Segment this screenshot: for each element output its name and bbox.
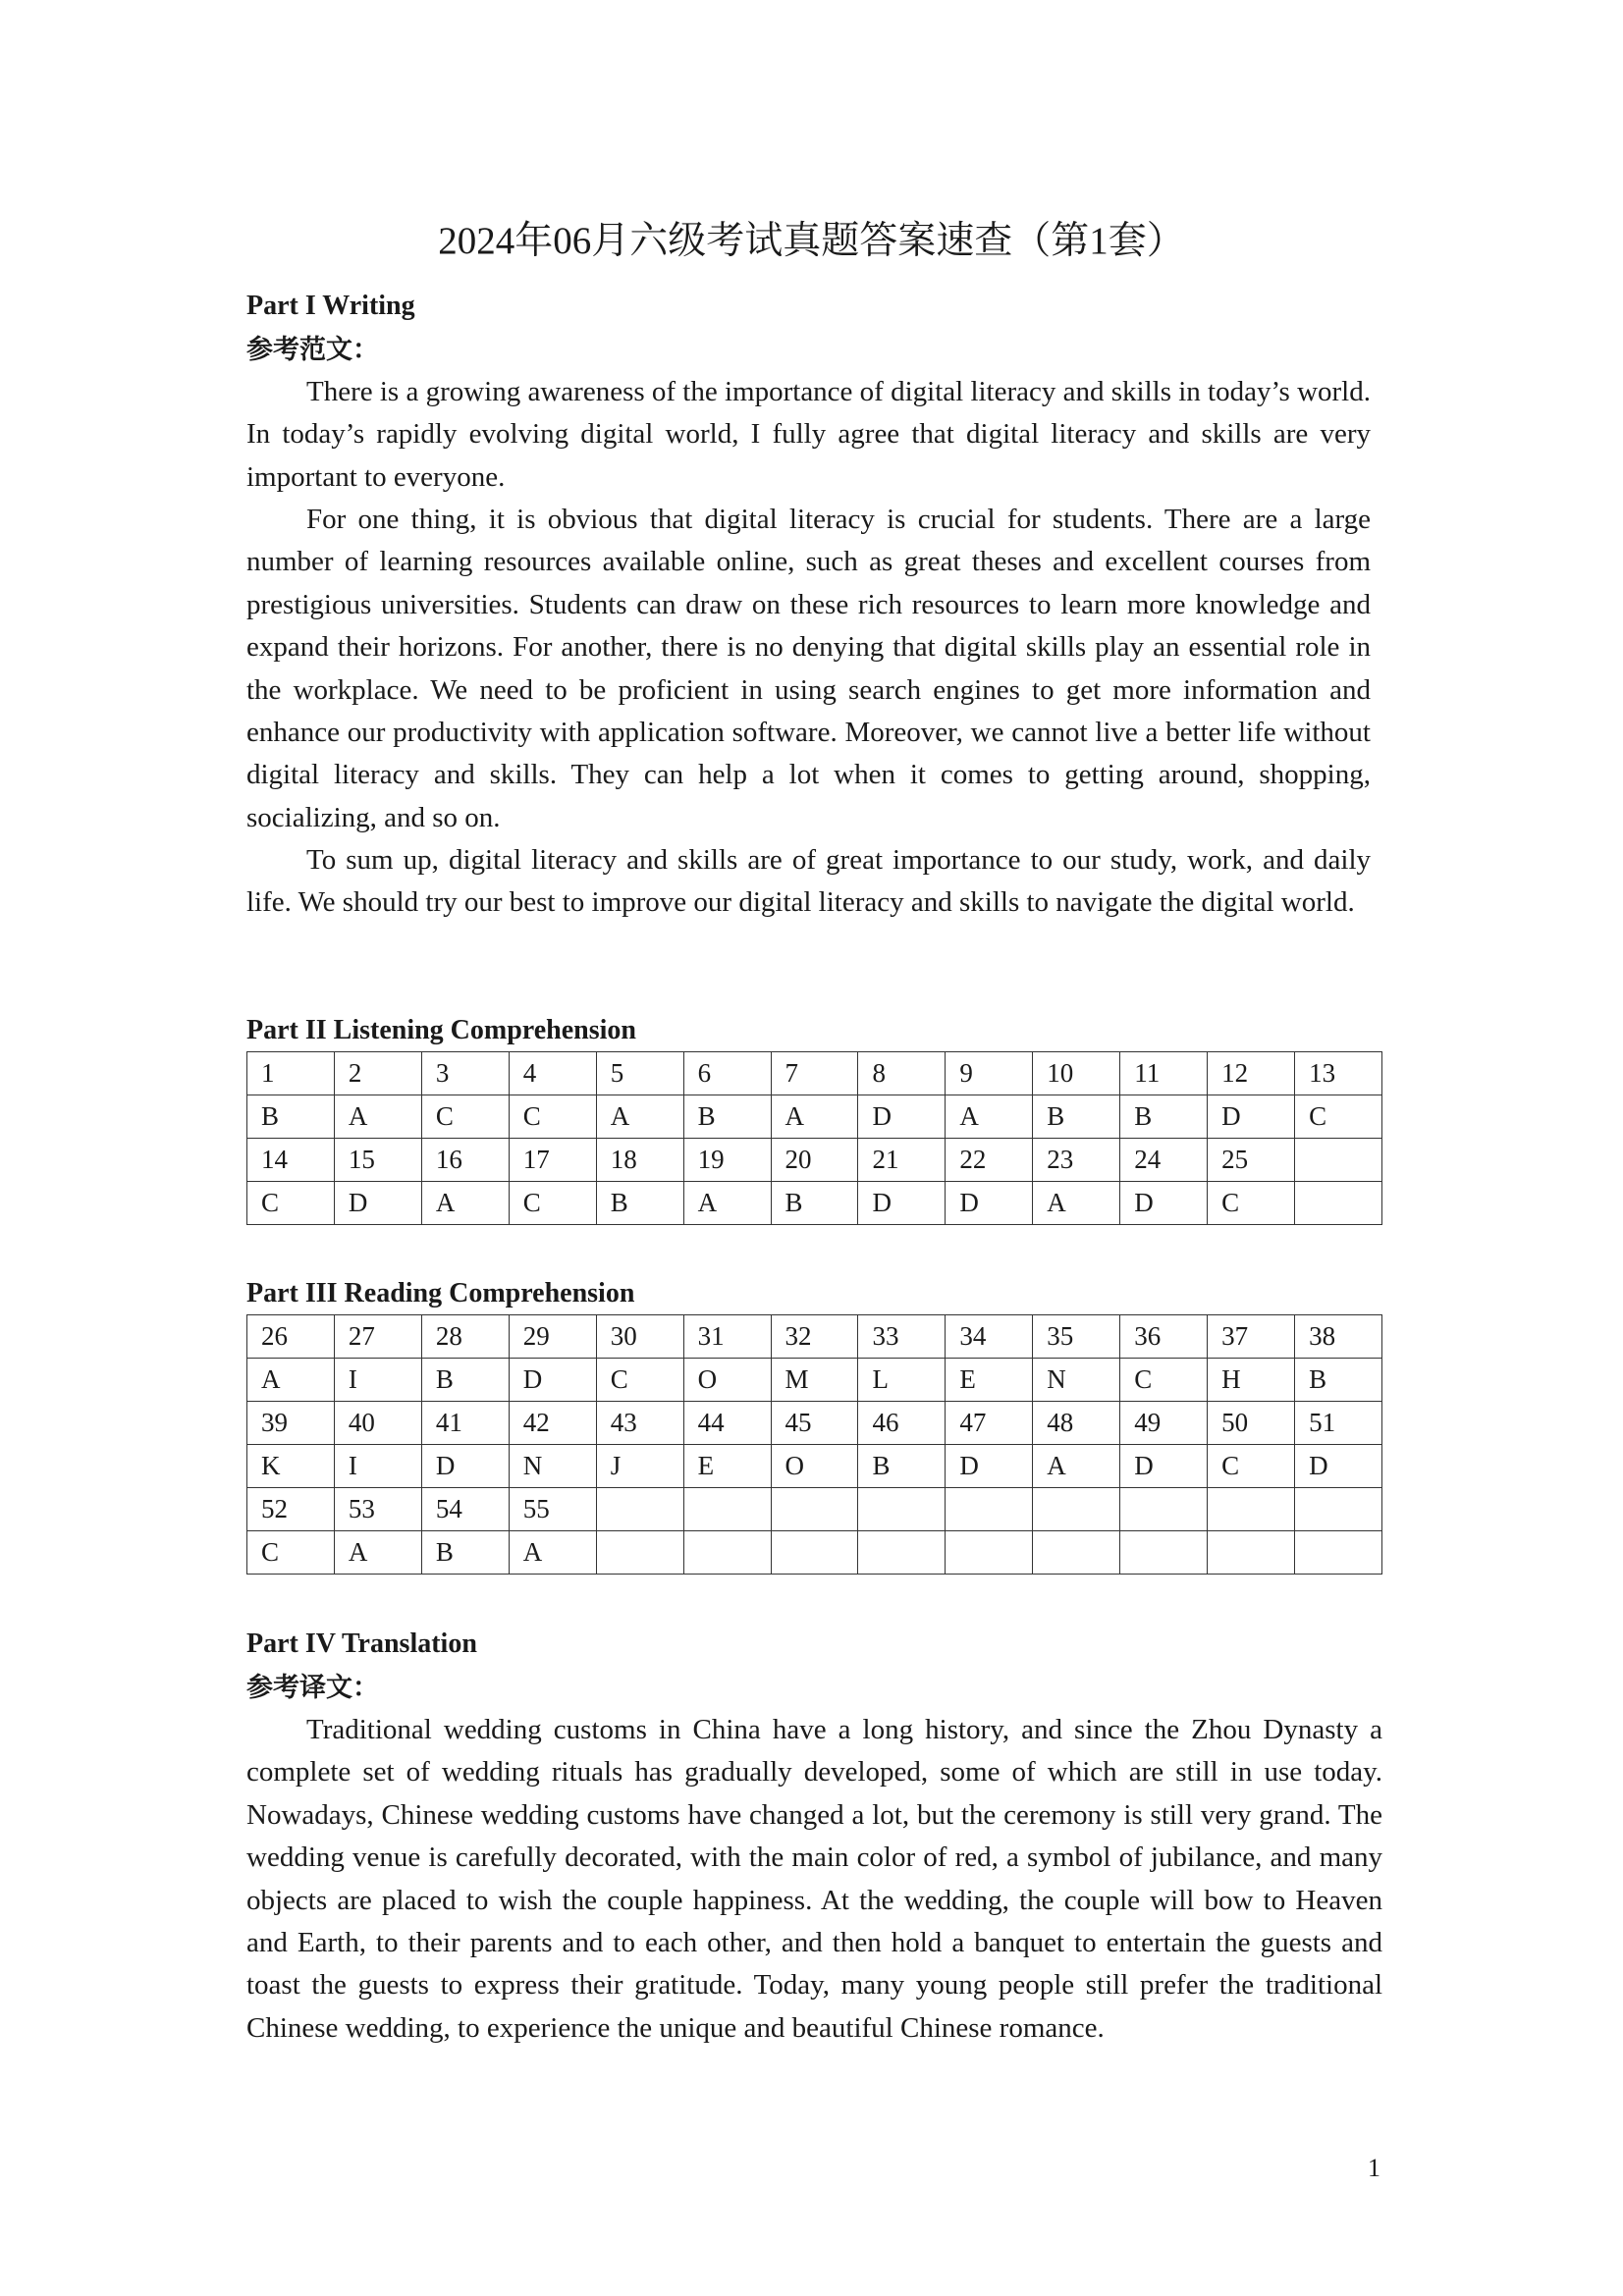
question-number-cell: 11 — [1120, 1052, 1208, 1095]
question-number-cell — [771, 1488, 858, 1531]
question-number-cell: 38 — [1295, 1315, 1382, 1359]
answer-cell: B — [1295, 1359, 1382, 1402]
table-row — [247, 1531, 1382, 1575]
part4-subheading: 参考译文： — [246, 1673, 379, 1702]
question-number-cell: 5 — [596, 1052, 683, 1095]
question-number-cell: 50 — [1208, 1402, 1295, 1445]
question-number-cell: 34 — [946, 1315, 1033, 1359]
question-number-cell — [1033, 1488, 1120, 1531]
question-number-cell: 16 — [421, 1139, 509, 1182]
answer-cell — [596, 1531, 683, 1575]
question-number-cell: 36 — [1120, 1315, 1208, 1359]
answer-cell: D — [858, 1095, 946, 1139]
reading-answer-body — [247, 1315, 1382, 1575]
document-title: 2024年06月六级考试真题答案速查（第1套） — [438, 220, 1185, 262]
question-number-cell: 6 — [683, 1052, 771, 1095]
answer-cell: D — [946, 1445, 1033, 1488]
answer-cell: D — [1120, 1182, 1208, 1225]
answer-cell: N — [1033, 1359, 1120, 1402]
table-row — [247, 1488, 1382, 1531]
answer-cell: D — [1295, 1445, 1382, 1488]
table-row — [247, 1315, 1382, 1359]
answer-cell: B — [247, 1095, 335, 1139]
question-number-cell — [946, 1488, 1033, 1531]
question-number-cell: 17 — [509, 1139, 596, 1182]
part1-subheading: 参考范文： — [246, 335, 379, 364]
question-number-cell: 19 — [683, 1139, 771, 1182]
question-number-cell: 52 — [247, 1488, 335, 1531]
question-number-cell: 7 — [771, 1052, 858, 1095]
answer-cell: I — [334, 1359, 421, 1402]
answer-cell: C — [1120, 1359, 1208, 1402]
question-number-cell: 8 — [858, 1052, 946, 1095]
part2-heading: Part II Listening Comprehension — [246, 1015, 636, 1045]
answer-cell: B — [771, 1182, 858, 1225]
answer-cell: C — [1295, 1095, 1382, 1139]
question-number-cell: 55 — [509, 1488, 596, 1531]
question-number-cell: 20 — [771, 1139, 858, 1182]
question-number-cell: 4 — [509, 1052, 596, 1095]
answer-cell: C — [509, 1182, 596, 1225]
question-number-cell — [858, 1488, 946, 1531]
question-number-cell — [683, 1488, 771, 1531]
question-number-cell: 25 — [1208, 1139, 1295, 1182]
question-number-cell: 43 — [596, 1402, 683, 1445]
answer-cell: O — [683, 1359, 771, 1402]
answer-cell: C — [1208, 1182, 1295, 1225]
question-number-cell: 37 — [1208, 1315, 1295, 1359]
answer-cell: C — [596, 1359, 683, 1402]
question-number-cell: 49 — [1120, 1402, 1208, 1445]
question-number-cell — [1120, 1488, 1208, 1531]
answer-cell: A — [1033, 1445, 1120, 1488]
listening-answer-table — [246, 1051, 1382, 1225]
question-number-cell: 32 — [771, 1315, 858, 1359]
answer-cell: B — [1120, 1095, 1208, 1139]
question-number-cell: 3 — [421, 1052, 509, 1095]
question-number-cell: 28 — [421, 1315, 509, 1359]
table-row — [247, 1052, 1382, 1095]
question-number-cell: 44 — [683, 1402, 771, 1445]
question-number-cell: 14 — [247, 1139, 335, 1182]
question-number-cell: 41 — [421, 1402, 509, 1445]
question-number-cell: 9 — [946, 1052, 1033, 1095]
answer-cell: A — [247, 1359, 335, 1402]
answer-cell — [1295, 1182, 1382, 1225]
question-number-cell: 51 — [1295, 1402, 1382, 1445]
answer-cell: E — [683, 1445, 771, 1488]
answer-cell: E — [946, 1359, 1033, 1402]
question-number-cell: 2 — [334, 1052, 421, 1095]
answer-cell: N — [509, 1445, 596, 1488]
answer-cell: D — [858, 1182, 946, 1225]
answer-cell — [1208, 1531, 1295, 1575]
answer-cell — [1295, 1531, 1382, 1575]
question-number-cell: 10 — [1033, 1052, 1120, 1095]
page-number: 1 — [1368, 2154, 1380, 2182]
question-number-cell: 53 — [334, 1488, 421, 1531]
answer-cell: A — [334, 1095, 421, 1139]
answer-cell: D — [421, 1445, 509, 1488]
question-number-cell: 21 — [858, 1139, 946, 1182]
answer-cell: I — [334, 1445, 421, 1488]
answer-cell: D — [946, 1182, 1033, 1225]
answer-cell: A — [1033, 1182, 1120, 1225]
reading-answer-table — [246, 1314, 1382, 1575]
answer-cell: A — [946, 1095, 1033, 1139]
answer-cell — [1033, 1531, 1120, 1575]
table-row — [247, 1095, 1382, 1139]
question-number-cell: 24 — [1120, 1139, 1208, 1182]
question-number-cell — [596, 1488, 683, 1531]
part3-heading: Part III Reading Comprehension — [246, 1278, 635, 1308]
answer-cell: A — [334, 1531, 421, 1575]
question-number-cell: 22 — [946, 1139, 1033, 1182]
question-number-cell: 42 — [509, 1402, 596, 1445]
question-number-cell — [1295, 1488, 1382, 1531]
question-number-cell: 18 — [596, 1139, 683, 1182]
answer-cell: A — [771, 1095, 858, 1139]
answer-cell: A — [683, 1182, 771, 1225]
answer-cell: K — [247, 1445, 335, 1488]
answer-cell: B — [596, 1182, 683, 1225]
answer-cell: J — [596, 1445, 683, 1488]
question-number-cell: 29 — [509, 1315, 596, 1359]
answer-cell: M — [771, 1359, 858, 1402]
question-number-cell: 48 — [1033, 1402, 1120, 1445]
question-number-cell — [1208, 1488, 1295, 1531]
table-row — [247, 1402, 1382, 1445]
question-number-cell: 47 — [946, 1402, 1033, 1445]
question-number-cell — [1295, 1139, 1382, 1182]
table-row — [247, 1182, 1382, 1225]
question-number-cell: 12 — [1208, 1052, 1295, 1095]
essay-paragraph: For one thing, it is obvious that digital literacy is crucial for students. There are a large number of learning resources available online, such as great theses and excellent courses from prestigious universities. Students can draw on these rich resources to learn more knowledge and expand their horizons. For another, there is no denying that digital skills play an essential role in the workplace. We need to be proficient in using search engines to get more information and enhance our productivity with application software. Moreover, we cannot live a better life without digital literacy and skills. They can help a lot when it comes to getting around, shopping, socializing, and so on. — [246, 504, 1371, 833]
answer-cell: D — [334, 1182, 421, 1225]
answer-cell: B — [421, 1531, 509, 1575]
answer-cell: B — [858, 1445, 946, 1488]
answer-cell — [771, 1531, 858, 1575]
table-row — [247, 1445, 1382, 1488]
question-number-cell: 26 — [247, 1315, 335, 1359]
translation-paragraph: Traditional wedding customs in China have a long history, and since the Zhou Dynasty a complete set of wedding rituals has gradually developed, some of which are still in use today. Nowadays, Chinese wedding customs have changed a lot, but the ceremony is still very grand. The wedding venue is carefully decorated, with the main color of red, a symbol of jubilance, and many objects are placed to wish the couple happiness. At the wedding, the couple will bow to Heaven and Earth, to their parents and to each other, and then hold a banquet to entertain the guests and toast the guests to express their gratitude. Today, many young people still prefer the traditional Chinese wedding, to experience the unique and beautiful Chinese romance. — [246, 1714, 1382, 2044]
question-number-cell: 13 — [1295, 1052, 1382, 1095]
question-number-cell: 33 — [858, 1315, 946, 1359]
question-number-cell: 54 — [421, 1488, 509, 1531]
table-row — [247, 1139, 1382, 1182]
question-number-cell: 23 — [1033, 1139, 1120, 1182]
answer-cell — [858, 1531, 946, 1575]
answer-cell: C — [509, 1095, 596, 1139]
answer-cell: D — [1208, 1095, 1295, 1139]
essay-paragraph: There is a growing awareness of the importance of digital literacy and skills in today’s world. In today’s rapidly evolving digital world, I fully agree that digital literacy and skills are very important to everyone. — [246, 376, 1371, 493]
answer-cell: L — [858, 1359, 946, 1402]
answer-cell: A — [509, 1531, 596, 1575]
answer-cell — [946, 1531, 1033, 1575]
answer-cell: B — [421, 1359, 509, 1402]
answer-cell: C — [247, 1531, 335, 1575]
answer-cell: C — [247, 1182, 335, 1225]
answer-cell: H — [1208, 1359, 1295, 1402]
answer-cell: O — [771, 1445, 858, 1488]
part1-heading: Part I Writing — [246, 291, 415, 321]
question-number-cell: 30 — [596, 1315, 683, 1359]
answer-cell: A — [421, 1182, 509, 1225]
answer-cell — [683, 1531, 771, 1575]
answer-cell: A — [596, 1095, 683, 1139]
answer-cell: D — [1120, 1445, 1208, 1488]
part4-heading: Part IV Translation — [246, 1629, 477, 1659]
essay-paragraph: To sum up, digital literacy and skills are of great importance to our study, work, and daily life. We should try our best to improve our digital literacy and skills to navigate the digital world. — [246, 844, 1371, 919]
answer-cell: C — [1208, 1445, 1295, 1488]
answer-cell: B — [683, 1095, 771, 1139]
listening-answer-body — [247, 1052, 1382, 1225]
question-number-cell: 31 — [683, 1315, 771, 1359]
question-number-cell: 40 — [334, 1402, 421, 1445]
question-number-cell: 1 — [247, 1052, 335, 1095]
question-number-cell: 45 — [771, 1402, 858, 1445]
answer-cell: B — [1033, 1095, 1120, 1139]
answer-cell: C — [421, 1095, 509, 1139]
table-row — [247, 1359, 1382, 1402]
answer-cell — [1120, 1531, 1208, 1575]
question-number-cell: 15 — [334, 1139, 421, 1182]
question-number-cell: 46 — [858, 1402, 946, 1445]
question-number-cell: 39 — [247, 1402, 335, 1445]
answer-cell: D — [509, 1359, 596, 1402]
question-number-cell: 35 — [1033, 1315, 1120, 1359]
question-number-cell: 27 — [334, 1315, 421, 1359]
